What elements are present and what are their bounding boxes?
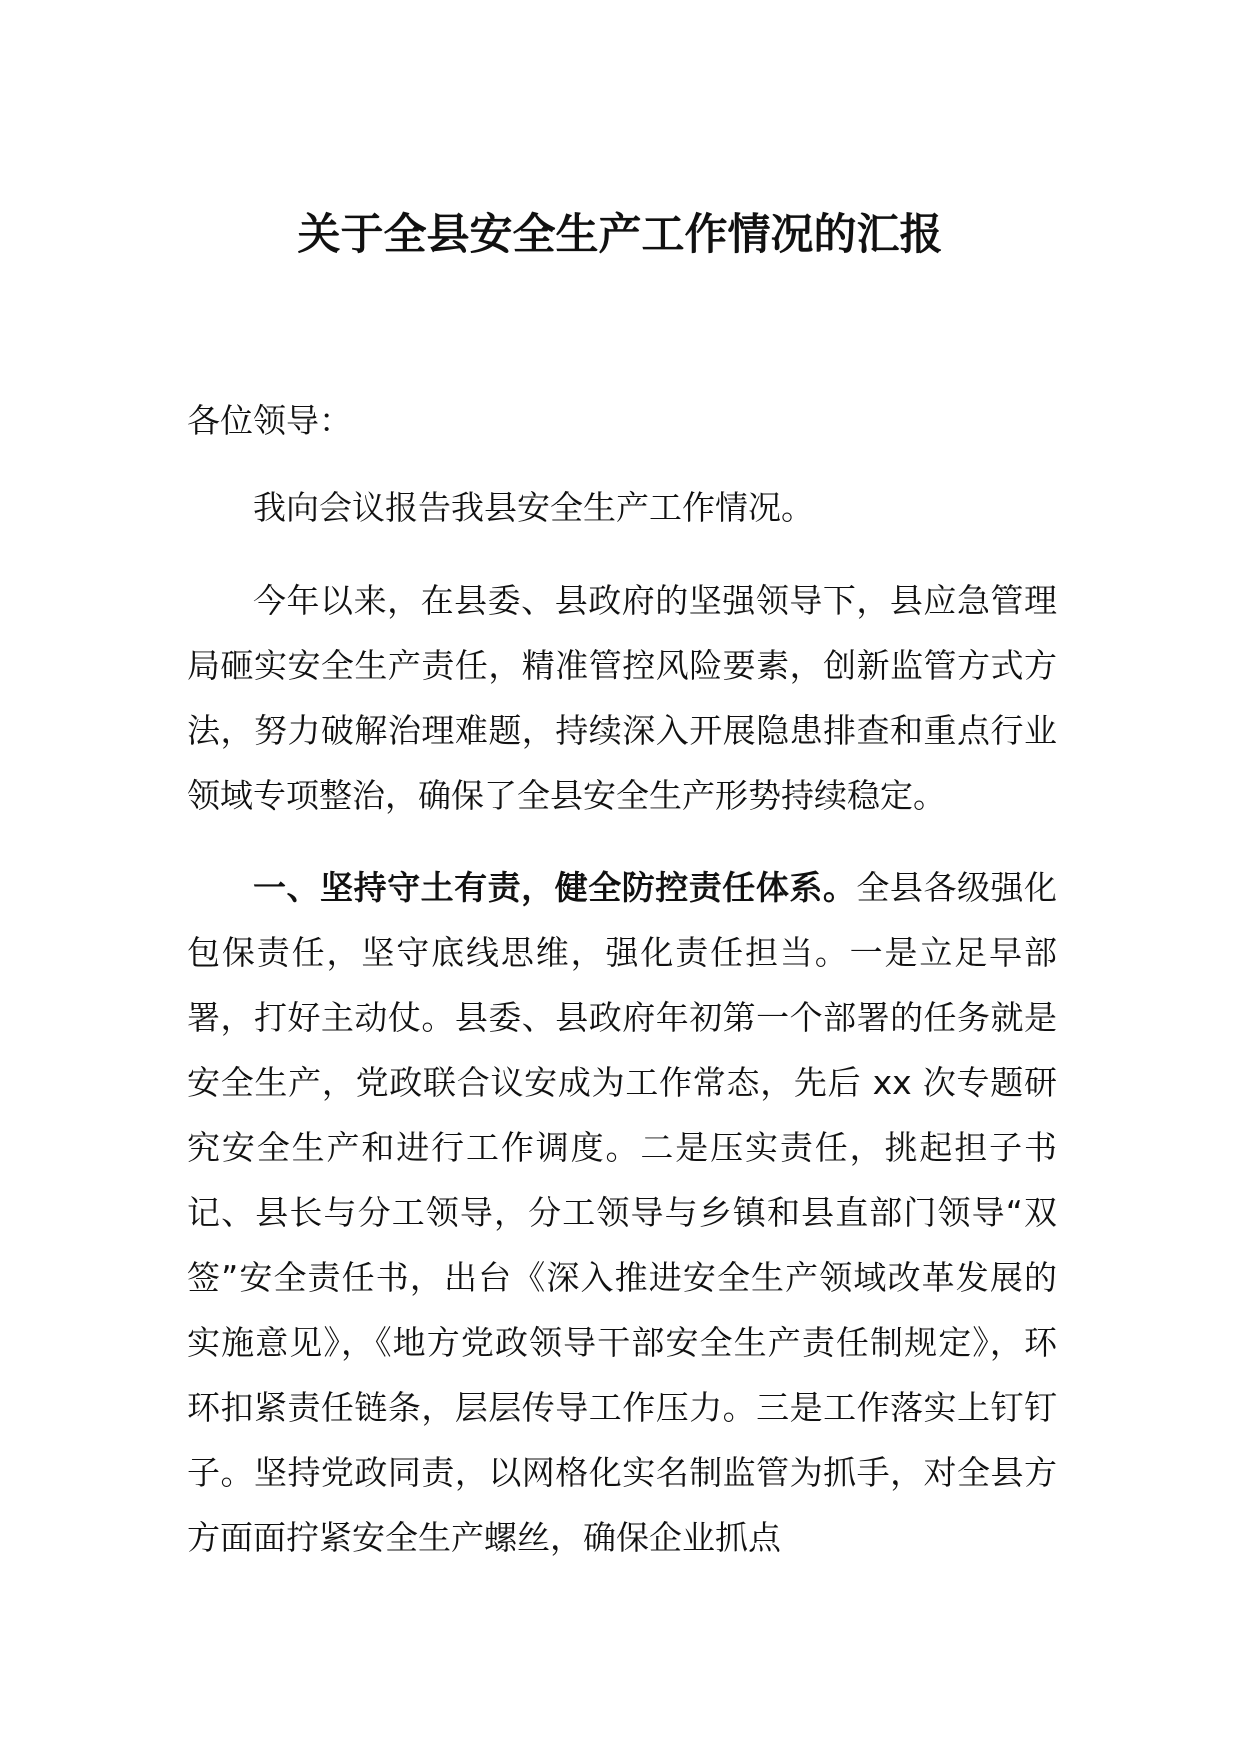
paragraph-section-one [187,855,1057,1570]
paragraph-intro: 我向会议报告我县安全生产工作情况。 [253,488,814,527]
salutation: 各位领导： [187,401,352,440]
section-body: 全县各级强化包保责任，坚守底线思维，强化责任担当。一是立足早部署，打好主动仗。县委、县政府年初第一个部署的任务就是安全生产，党政联合议安成为工作常态，先后 xx 次专题研究安全生产和进行工作调度。二是压实责任，挑起担子书记、县长与分工领导，分工领导与乡镇和县直部门领导“双签”安全责任书，出台《深入推进安全生产领域改革发展的实施意见》，《地方党政领导干部安全生产责任制规定》，环环扣紧责任链条，层层传导工作压力。三是工作落实上钉钉子。坚持党政同责，以网格化实名制监管为抓手，对全县方方面面拧紧安全生产螺丝，确保企业抓点 [187,868,1058,1557]
document-title: 关于全县安全生产工作情况的汇报 [297,210,943,260]
paragraph-overview: 今年以来，在县委、县政府的坚强领导下，县应急管理局砸实安全生产责任，精准管控风险要素，创新监管方式方法，努力破解治理难题，持续深入开展隐患排查和重点行业领域专项整治，确保了全县安全生产形势持续稳定。 [187,581,1057,815]
section-heading: 一、坚持守土有责，健全防控责任体系。 [253,868,857,907]
